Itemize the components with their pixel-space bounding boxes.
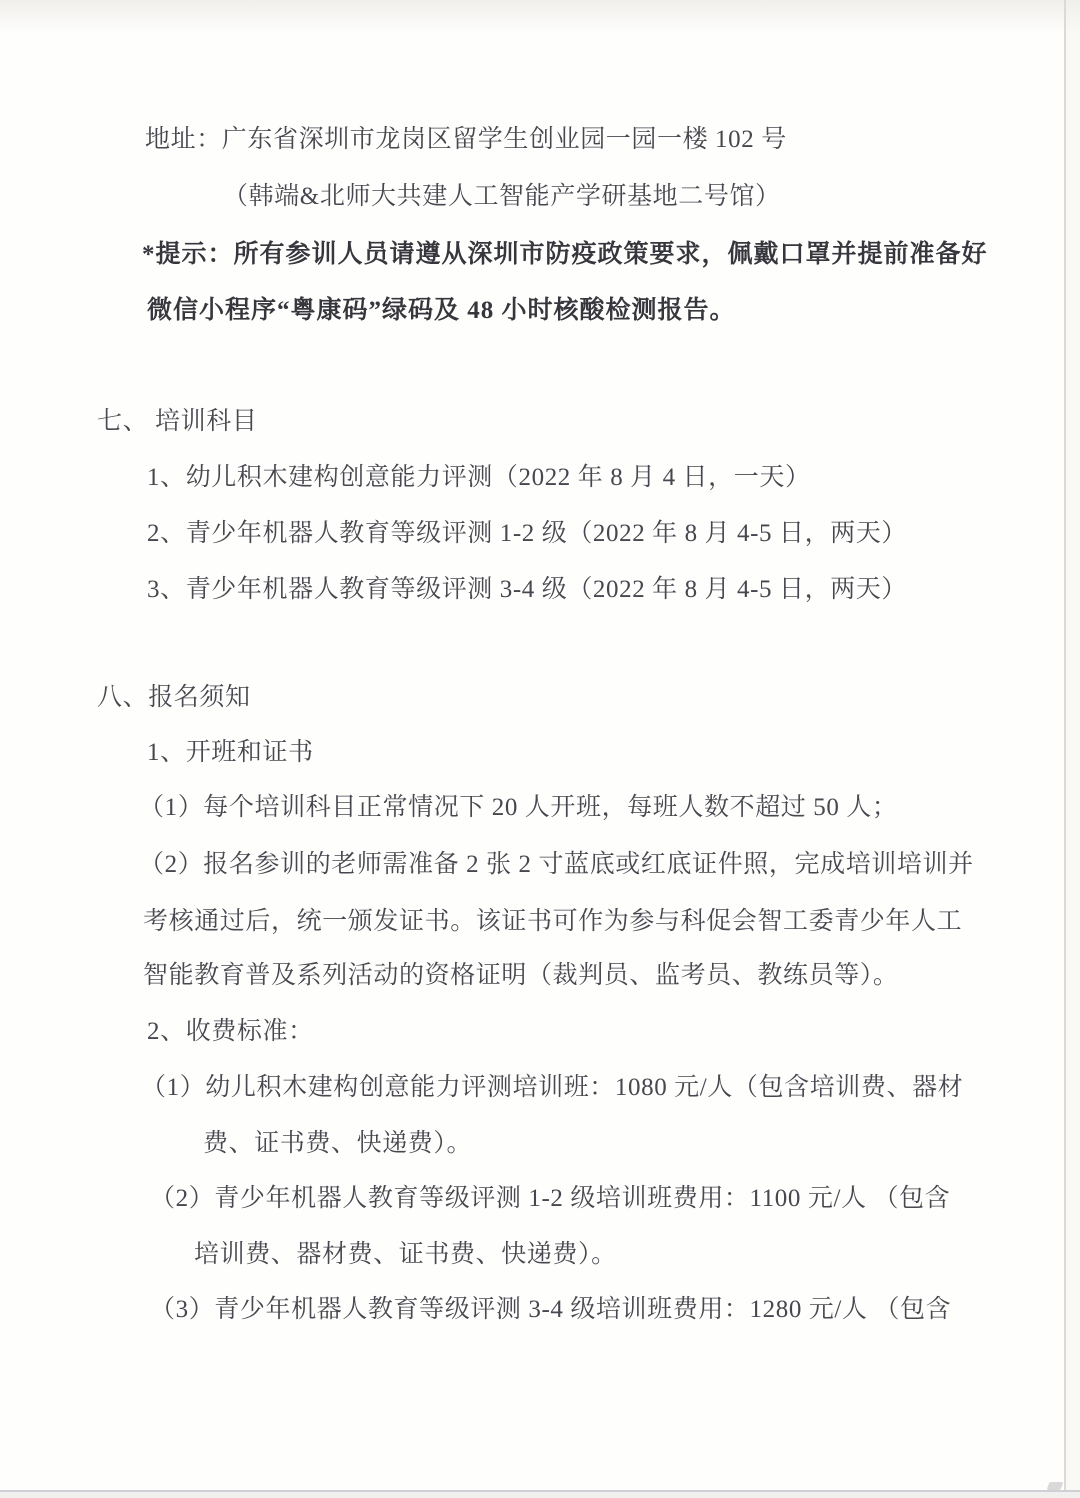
section-8-sub2-line-5: （3）青少年机器人教育等级评测 3-4 级培训班费用：1280 元/人 （包含 <box>150 1296 952 1323</box>
address-line-2: （韩端&北师大共建人工智能产学研基地二号馆） <box>223 183 781 210</box>
section-8-sub1-heading: 1、开班和证书 <box>147 739 314 766</box>
section-7-heading: 七、 培训科目 <box>97 408 258 435</box>
section-8-sub2-line-2: 费、证书费、快递费）。 <box>203 1130 473 1157</box>
scan-bottom-line <box>0 1490 1080 1492</box>
section-8-sub1-line-1: （1）每个培训科目正常情况下 20 人开班，每班人数不超过 50 人； <box>139 794 898 821</box>
notice-line-2: 微信小程序“粤康码”绿码及 48 小时核酸检测报告。 <box>147 297 736 324</box>
section-8-sub1-line-3: 考核通过后，统一颁发证书。该证书可作为参与科促会智工委青少年人工 <box>143 908 963 935</box>
address-line-1: 地址：广东省深圳市龙岗区留学生创业园一园一楼 102 号 <box>145 126 787 153</box>
scan-right-band <box>1066 0 1080 1498</box>
section-8-sub2-line-3: （2）青少年机器人教育等级评测 1-2 级培训班费用：1100 元/人 （包含 <box>150 1185 951 1212</box>
section-8-sub2-line-1: （1）幼儿积木建构创意能力评测培训班：1080 元/人（包含培训费、器材 <box>141 1074 964 1101</box>
section-7-item-3: 3、青少年机器人教育等级评测 3-4 级（2022 年 8 月 4-5 日，两天） <box>147 576 908 603</box>
section-7-item-2: 2、青少年机器人教育等级评测 1-2 级（2022 年 8 月 4-5 日，两天） <box>147 520 908 547</box>
scan-smudge-artifact <box>1047 1482 1064 1490</box>
scan-bottom-band <box>0 1492 1080 1498</box>
scan-right-edge <box>1064 0 1066 1498</box>
section-8-sub2-line-4: 培训费、器材费、证书费、快递费）。 <box>194 1241 617 1268</box>
notice-line-1: *提示：所有参训人员请遵从深圳市防疫政策要求，佩戴口罩并提前准备好 <box>142 241 988 268</box>
section-8-sub1-line-4: 智能教育普及系列活动的资格证明（裁判员、监考员、教练员等）。 <box>143 962 899 989</box>
section-8-heading: 八、报名须知 <box>97 684 251 711</box>
section-8-sub2-heading: 2、收费标准： <box>147 1018 314 1045</box>
section-7-item-1: 1、幼儿积木建构创意能力评测（2022 年 8 月 4 日，一天） <box>147 464 811 491</box>
section-8-sub1-line-2: （2）报名参训的老师需准备 2 张 2 寸蓝底或红底证件照，完成培训培训并 <box>139 851 974 878</box>
scan-top-shade <box>0 0 1080 34</box>
